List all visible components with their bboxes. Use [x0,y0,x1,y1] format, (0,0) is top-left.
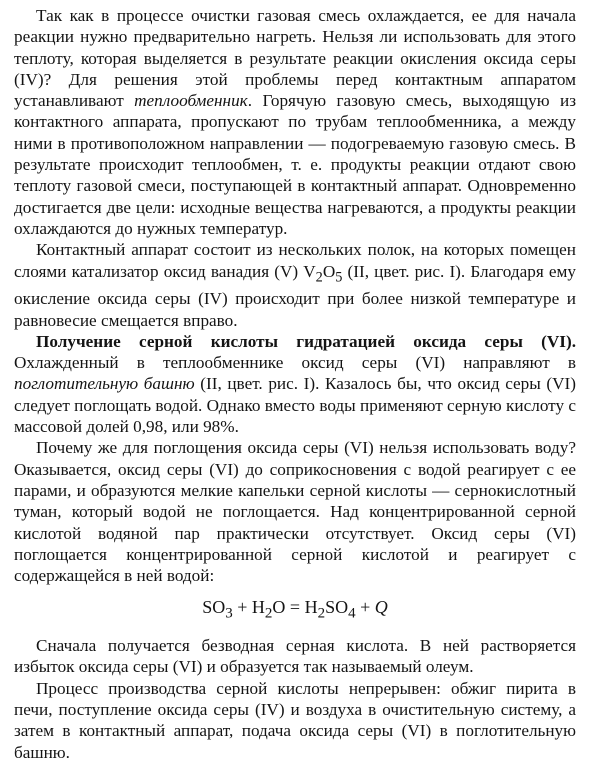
text-run: (II, цвет. рис. I). Благодаря ему окисление оксида серы (IV) происходит при более низкой температуре и равновесие смещается вправо. [14,261,576,330]
paragraph-absorption-question [14,437,576,586]
text-run: SO [325,597,349,618]
text-run: Сначала получается безводная серная кислота. В ней растворяется избыток оксида серы (VI) и образуется так называемый олеум. [14,636,576,677]
paragraph-continuous-process [14,678,576,763]
paragraph-heat-exchanger [14,5,576,239]
text-run: Процесс производства серной кислоты непрерывен: обжиг пирита в печи, поступление оксида серы (IV) и воздуха в очистительную систему, а затем в контактный аппарат, подача оксида серы (VI) в поглотительную башню. [14,678,576,762]
text-run: O [322,261,336,281]
italic-term: Q [374,597,388,618]
text-run: + H [232,597,265,618]
text-run: Почему же для поглощения оксида серы (VI) нельзя использовать воду? Оказывается, оксид серы (VI) до соприкосновения с водой реагирует с ее парами, и образуются мелкие капельки серной кислоты — сернокислотный туман, который водой не поглощается. Над концентрированной серной кислотой водяной пар практически отсутствует. Оксид серы (VI) поглощается концентрированной серной кислотой и реагирует с содержащейся в ней водой: [14,438,576,586]
subscript: 2 [315,269,323,285]
text-run: O = H [272,597,318,618]
subscript: 2 [317,606,326,623]
paragraph-contact-apparatus [14,239,576,331]
bold-heading: Получение серной кислоты гидратацией оксида серы (VI). [36,331,576,351]
subscript: 2 [264,606,273,623]
subscript: 5 [335,269,343,285]
italic-term: поглотительную башню [14,374,195,394]
text-run: Охлажденный в теплообменнике оксид серы (VI) направляют в [14,353,576,373]
chemical-equation [14,596,576,625]
italic-term: теплообменник [134,91,248,111]
text-run: Контактный аппарат состоит из нескольких полок, на которых помещен слоями катализатор оксид ванадия (V) V [14,240,576,281]
text-run: + [355,597,375,618]
paragraph-oleum [14,635,576,678]
subscript: 3 [225,606,233,623]
text-run: SO [202,597,226,618]
text-run: (II, цвет. рис. I). Казалось бы, что оксид серы (VI) следует поглощать водой. Однако вместо воды применяют серную кислоту с массовой долей 0,98, или 98%. [14,374,576,437]
subscript: 4 [348,606,356,623]
paragraph-sulfuric-acid-production [14,331,576,437]
text-run: . Горячую газовую смесь, выходящую из контактного аппарата, пропускают по трубам теплообменника, а между ними в противоположном направлении — подогреваемую газовую смесь. В результате происходит теплообмен, т. е. продукты реакции отдают свою теплоту газовой смеси, поступающей в контактный аппарат. Одновременно достигается две цели: исходные вещества нагреваются, а продукты реакции охлаждаются до нужных температур. [14,91,576,238]
text-run: Так как в процессе очистки газовая смесь охлаждается, ее для начала реакции нужно предварительно нагреть. Нельзя ли использовать для этого теплоту, которая выделяется в результате реакции окисления оксида серы (IV)? Для решения этой проблемы перед контактным аппаратом устанавливают [14,6,576,111]
